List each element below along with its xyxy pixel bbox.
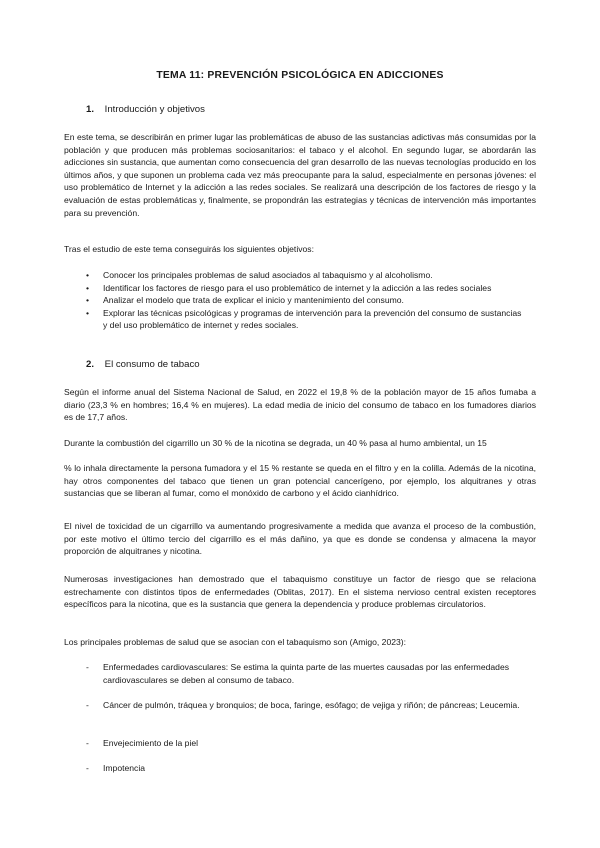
objectives-list — [86, 269, 526, 332]
problems-list — [86, 737, 526, 750]
dash-icon: - — [86, 763, 89, 773]
bullet-icon: • — [86, 270, 90, 280]
dash-icon: - — [86, 738, 89, 748]
section-title: El consumo de tabaco — [104, 359, 200, 370]
problems-list — [86, 762, 526, 775]
list-item: - Impotencia — [86, 763, 146, 773]
body-paragraph: % lo inhala directamente la persona fumadora y el 15 % restante se queda en el filtro y en la colilla. Además de la nicotina, hay otros componentes del tabaco que tienen un gran potencial cancerígeno, por ejemplo, los alquitranes y otras sustancias que se liberan al fumar, como el monóxido de carbono y el ácido cianhídrico. — [64, 463, 536, 499]
section-number: 2. — [86, 359, 95, 370]
list-item: - Envejecimiento de la piel — [86, 738, 199, 748]
intro-paragraph: En este tema, se describirán en primer lugar las problemáticas de abuso de las sustancias adictivas más consumidas por la población y que producen más problemas sociosanitarios: el tabaco y el alcohol. En segundo lugar, se abordarán las adicciones sin sustancia, que aumentan como consecuencia del gran desarrollo de las nuevas tecnologías producido en los últimos años, y que suponen un problema cada vez más preocupante para la salud, especialmente en personas jóvenes: el uso problemático de Internet y la adicción a las redes sociales. Se realizará una descripción de los factores de riesgo y la evaluación de estas problemáticas y, finalmente, se propondrán las estrategias y técnicas de intervención más importantes para su prevención. — [64, 132, 536, 218]
section-title: Introducción y objetivos — [104, 104, 205, 115]
body-paragraph: Durante la combustión del cigarrillo un 30 % de la nicotina se degrada, un 40 % pasa al humo ambiental, un 15 — [64, 438, 487, 448]
dash-icon: - — [86, 700, 89, 710]
body-paragraph: Numerosas investigaciones han demostrado que el tabaquismo constituye un factor de riesgo que se relaciona estrechamente con distintos tipos de enfermedades (Oblitas, 2017). En el sistema nervioso central existen receptores específicos para la nicotina, que es la sustancia que genera la dependencia y produce problemas circulatorios. — [64, 574, 536, 610]
list-item: - Cáncer de pulmón, tráquea y bronquios; de boca, faringe, esófago; de vejiga y riñón; de páncreas; Leucemia. — [86, 700, 520, 710]
body-paragraph: Según el informe anual del Sistema Nacional de Salud, en 2022 el 19,8 % de la población mayor de 15 años fumaba a diario (23,3 % en hombres; 16,4 % en mujeres). La edad media de inicio del consumo de tabaco en los fumadores diarios es de 17,7 años. — [64, 387, 536, 423]
section-heading-introduccion — [86, 104, 205, 115]
list-item: • Identificar los factores de riesgo para el uso problemático de internet y la adicción a las redes sociales — [86, 282, 492, 293]
list-item: - Enfermedades cardiovasculares: Se estima la quinta parte de las muertes causadas por las enfermedades cardiovasculares se deben al consumo de tabaco. — [86, 662, 510, 685]
problems-list — [86, 661, 526, 686]
page-title: TEMA 11: PREVENCIÓN PSICOLÓGICA EN ADICCIONES — [156, 70, 444, 81]
section-heading-tabaco — [86, 359, 200, 370]
body-paragraph: El nivel de toxicidad de un cigarrillo va aumentando progresivamente a medida que avanza el proceso de la combustión, por este motivo el último tercio del cigarrillo es el más dañino, ya que es donde se condensa y almacena la mayor proporción de alquitranes y nicotina. — [64, 521, 536, 557]
list-item: • Analizar el modelo que trata de explicar el inicio y mantenimiento del consumo. — [86, 295, 404, 306]
objectives-intro: Tras el estudio de este tema conseguirás los siguientes objetivos: — [64, 244, 314, 254]
list-item: • Conocer los principales problemas de salud asociados al tabaquismo y al alcoholismo. — [86, 270, 433, 280]
body-paragraph: Los principales problemas de salud que se asocian con el tabaquismo son (Amigo, 2023): — [64, 637, 407, 647]
list-item: • Explorar las técnicas psicológicas y programas de intervención para la prevención del consumo de sustancias y del uso problemático de internet y redes sociales. — [86, 307, 522, 331]
section-number: 1. — [86, 104, 95, 115]
bullet-icon: • — [86, 307, 90, 318]
bullet-icon: • — [86, 295, 90, 306]
problems-list — [86, 699, 526, 712]
bullet-icon: • — [86, 282, 90, 293]
dash-icon: - — [86, 662, 89, 672]
